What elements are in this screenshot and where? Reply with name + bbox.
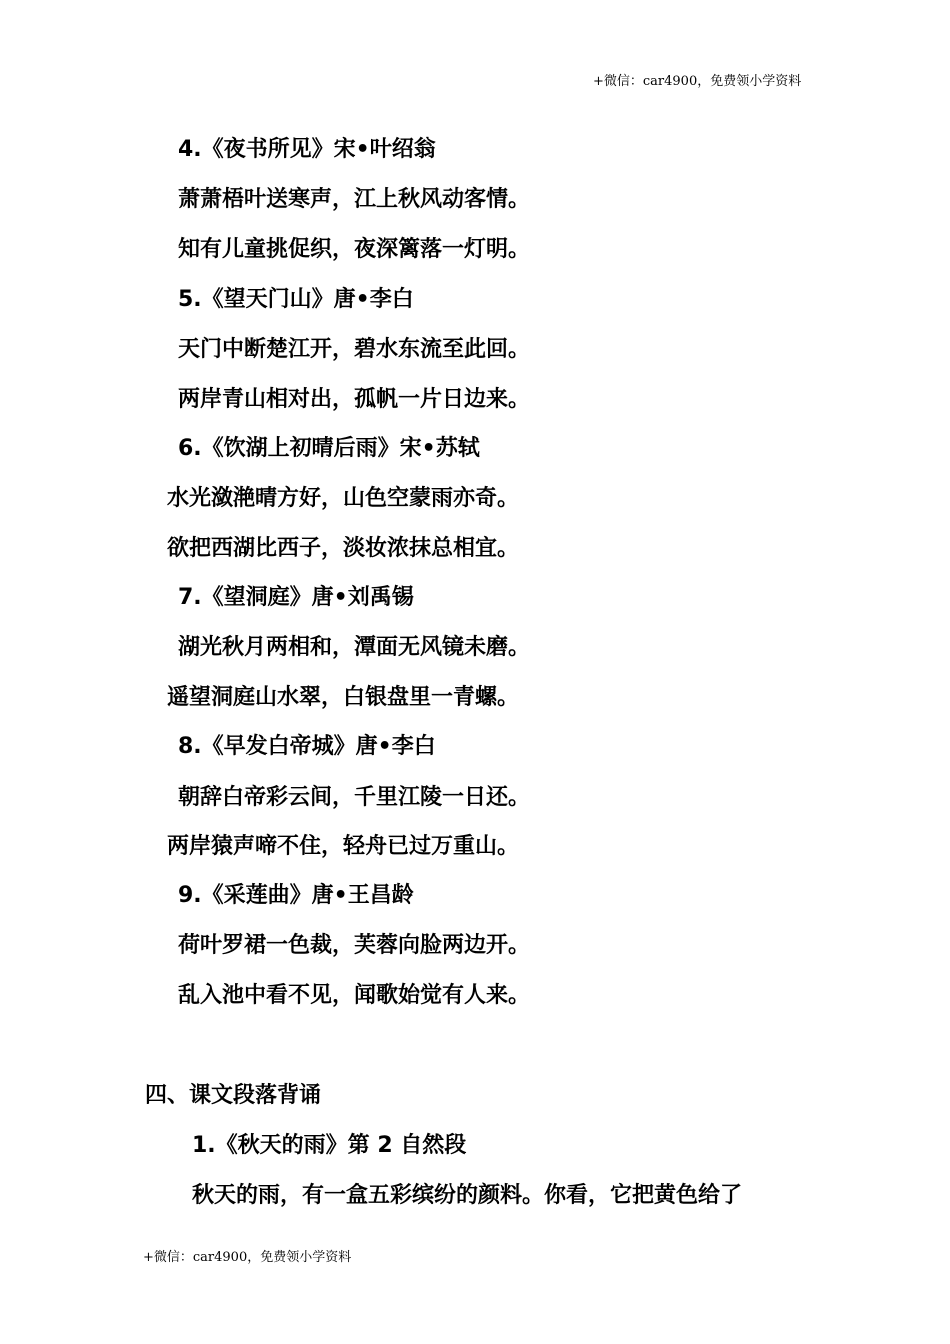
poem-line: 荷叶罗裙一色裁，芙蓉向脸两边开。	[178, 933, 531, 958]
section-item-title: 1.《秋天的雨》第 2 自然段	[192, 1133, 467, 1158]
poem-line: 水光潋滟晴方好，山色空蒙雨亦奇。	[167, 486, 520, 511]
poem-line: 两岸猿声啼不住，轻舟已过万重山。	[167, 834, 520, 859]
poem-line: 欲把西湖比西子，淡妆浓抹总相宜。	[167, 536, 520, 561]
poem-line: 知有儿童挑促织，夜深篱落一灯明。	[178, 237, 531, 262]
section-paragraph: 秋天的雨，有一盒五彩缤纷的颜料。你看，它把黄色给了	[192, 1183, 743, 1208]
poem-title: 4.《夜书所见》宋•叶绍翁	[178, 137, 436, 162]
poem-line: 乱入池中看不见，闻歌始觉有人来。	[178, 983, 531, 1008]
section-heading: 四、课文段落背诵	[145, 1083, 322, 1108]
poem-title: 6.《饮湖上初晴后雨》宋•苏轼	[178, 436, 480, 461]
poem-line: 湖光秋月两相和，潭面无风镜未磨。	[178, 635, 531, 660]
header-watermark: +微信：car4900，免费领小学资料	[593, 74, 802, 89]
poem-line: 两岸青山相对出，孤帆一片日边来。	[178, 387, 531, 412]
poem-line: 萧萧梧叶送寒声，江上秋风动客情。	[178, 187, 531, 212]
poem-line: 天门中断楚江开，碧水东流至此回。	[178, 337, 531, 362]
poem-title: 5.《望天门山》唐•李白	[178, 287, 414, 312]
poem-title: 8.《早发白帝城》唐•李白	[178, 734, 436, 759]
poem-title: 7.《望洞庭》唐•刘禹锡	[178, 585, 414, 610]
poem-title: 9.《采莲曲》唐•王昌龄	[178, 883, 414, 908]
poem-line: 遥望洞庭山水翠，白银盘里一青螺。	[167, 685, 520, 710]
footer-watermark: +微信：car4900，免费领小学资料	[143, 1250, 352, 1265]
poem-line: 朝辞白帝彩云间，千里江陵一日还。	[178, 785, 531, 810]
